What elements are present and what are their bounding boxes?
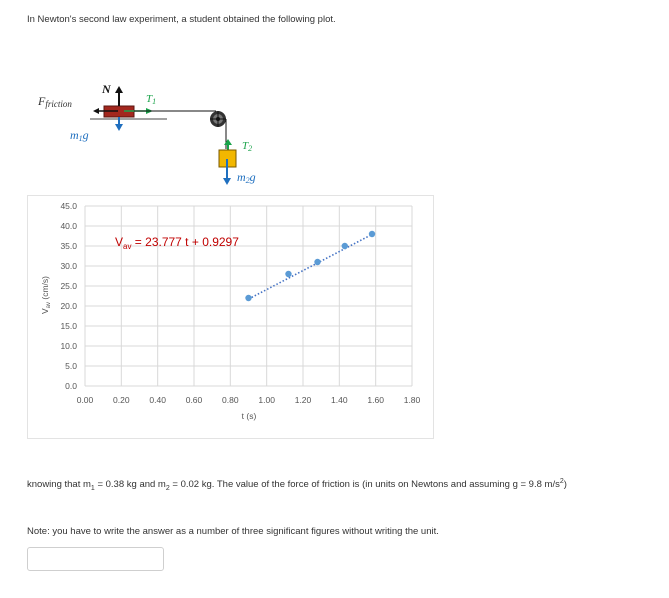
x-tick-label: 0.20 (113, 395, 130, 405)
data-point (245, 295, 251, 301)
x-tick-label: 1.60 (367, 395, 384, 405)
y-tick-label: 35.0 (60, 241, 77, 251)
x-axis-label: t (s) (241, 411, 257, 421)
question-intro: In Newton's second law experiment, a student obtained the following plot. (27, 14, 336, 25)
question-text: knowing that $m_1 = 0.38$ kg and $m_2 = 0.02$ kg. The value of the force of friction is (in units on Newtons and assuming g = 9.8 $m/s^2$) (27, 478, 567, 493)
x-tick-label: 0.60 (185, 395, 203, 405)
y-tick-label: 5.0 (65, 361, 77, 371)
x-tick-label: 1.00 (258, 395, 275, 405)
y-tick-label: 45.0 (60, 201, 77, 211)
data-point (342, 243, 348, 249)
y-tick-label: 40.0 (60, 221, 77, 231)
y-tick-label: 25.0 (60, 281, 77, 291)
data-point (285, 271, 291, 277)
friction-label: Ffriction (38, 94, 72, 109)
y-tick-label: 15.0 (60, 321, 77, 331)
physics-diagram (30, 80, 290, 190)
t2-label: T2 (242, 140, 253, 153)
pulley (210, 111, 226, 127)
y-tick-label: 20.0 (60, 301, 77, 311)
x-tick-label: 0.80 (222, 395, 239, 405)
y-tick-label: 30.0 (60, 261, 77, 271)
x-tick-label: 1.20 (294, 395, 312, 405)
x-tick-label: 0.00 (76, 395, 94, 405)
x-tick-label: 1.80 (403, 395, 421, 405)
y-tick-label: 0.0 (65, 381, 77, 391)
m2g-label: m2g (237, 170, 256, 185)
t1-label: T1 (146, 93, 157, 106)
normal-label: N (102, 82, 111, 96)
data-point (314, 259, 320, 265)
x-tick-label: 0.40 (149, 395, 166, 405)
regression-equation: $V_{av} = 23.777$ t + 0.9297 (115, 235, 239, 251)
velocity-time-chart (27, 195, 432, 437)
answer-input[interactable] (27, 547, 164, 571)
y-axis-label: $V_{av}$ (cm/s) (40, 276, 52, 314)
y-tick-labels (60, 201, 77, 391)
y-tick-label: 10.0 (60, 341, 77, 351)
x-tick-labels (77, 395, 421, 405)
x-tick-label: 1.40 (331, 395, 348, 405)
note-text: Note: you have to write the answer as a number of three significant figures without writing the unit. (27, 526, 439, 537)
m1g-label: m1g (70, 128, 89, 143)
data-point (369, 231, 375, 237)
